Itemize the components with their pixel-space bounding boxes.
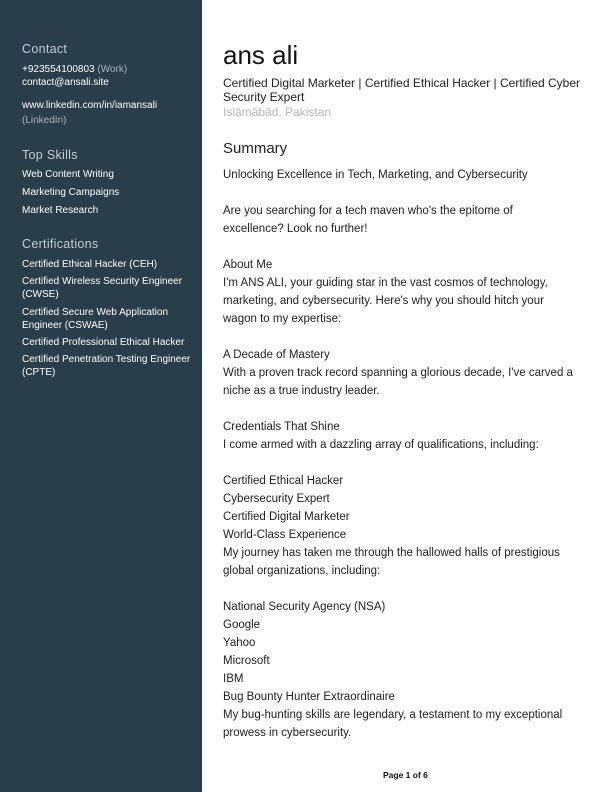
summary-line: marketing, and cybersecurity. Here's why you should hitch your (223, 295, 544, 307)
certification-item: Certified Ethical Hacker (CEH) (22, 259, 158, 270)
summary-line: Certified Ethical Hacker (223, 475, 344, 487)
summary-line: My bug-hunting skills are legendary, a testament to my exceptional (223, 709, 563, 721)
summary-line (223, 238, 603, 256)
summary-line (223, 328, 603, 346)
summary-line: Are you searching for a tech maven who's the epitome of (223, 205, 513, 217)
phone-number: +923554100803 (22, 64, 95, 75)
summary-line: Yahoo (223, 637, 256, 649)
summary-line: prowess in cybersecurity. (223, 727, 352, 739)
summary-line: I come armed with a dazzling array of qualifications, including: (223, 439, 539, 451)
summary-line (223, 400, 603, 418)
summary-line (223, 184, 603, 202)
summary-line: Google (223, 619, 261, 631)
profile-name: ans ali (223, 40, 299, 70)
summary-heading: Summary (223, 140, 288, 157)
summary-line: National Security Agency (NSA) (223, 601, 386, 613)
summary-line: I'm ANS ALI, your guiding star in the vast cosmos of technology, (223, 277, 548, 289)
summary-line: About Me (223, 259, 273, 271)
sidebar (0, 0, 202, 792)
skill-item: Web Content Writing (22, 169, 114, 180)
summary-line: excellence? Look no further! (223, 223, 368, 235)
summary-line: wagon to my expertise: (223, 313, 342, 325)
summary-line: Unlocking Excellence in Tech, Marketing, and Cybersecurity (223, 169, 528, 181)
summary-line (223, 454, 603, 472)
summary-line: A Decade of Mastery (223, 349, 330, 361)
summary-line: niche as a true industry leader. (223, 385, 380, 397)
summary-body (223, 166, 603, 742)
summary-line: global organizations, including: (223, 565, 381, 577)
certification-item: Certified Professional Ethical Hacker (22, 337, 185, 348)
certifications-heading: Certifications (22, 237, 99, 251)
profile-headline: Certified Digital Marketer | Certified Ethical Hacker | Certified Cyber Security Expert (223, 76, 581, 104)
contact-heading: Contact (22, 42, 68, 56)
certification-item: Certified Wireless Security Engineer (CWSE) (22, 276, 183, 300)
summary-line: Credentials That Shine (223, 421, 340, 433)
summary-line: Bug Bounty Hunter Extraordinaire (223, 691, 395, 703)
skill-item: Marketing Campaigns (22, 187, 120, 198)
top-skills-heading: Top Skills (22, 148, 78, 162)
contact-phone (22, 63, 127, 76)
linkedin-label: (LinkedIn) (22, 115, 67, 126)
certification-item: Certified Secure Web Application Engineer (CSWAE) (22, 307, 169, 331)
summary-line: IBM (223, 673, 244, 685)
certification-item: Certified Penetration Testing Engineer (CPTE) (22, 354, 191, 378)
page-number: Page 1 of 6 (383, 770, 428, 780)
summary-line: My journey has taken me through the hallowed halls of prestigious (223, 547, 560, 559)
summary-line: Cybersecurity Expert (223, 493, 330, 505)
summary-line: Microsoft (223, 655, 270, 667)
linkedin-link[interactable]: www.linkedin.com/in/iamansali (22, 100, 158, 111)
skill-item: Market Research (22, 205, 99, 216)
profile-location: Islāmābād, Pakistan (223, 105, 332, 119)
contact-email[interactable]: contact@ansali.site (22, 77, 109, 88)
summary-line: Certified Digital Marketer (223, 511, 350, 523)
phone-label: (Work) (97, 64, 128, 75)
summary-line: With a proven track record spanning a glorious decade, I've carved a (223, 367, 573, 379)
summary-line (223, 580, 603, 598)
summary-line: World-Class Experience (223, 529, 347, 541)
